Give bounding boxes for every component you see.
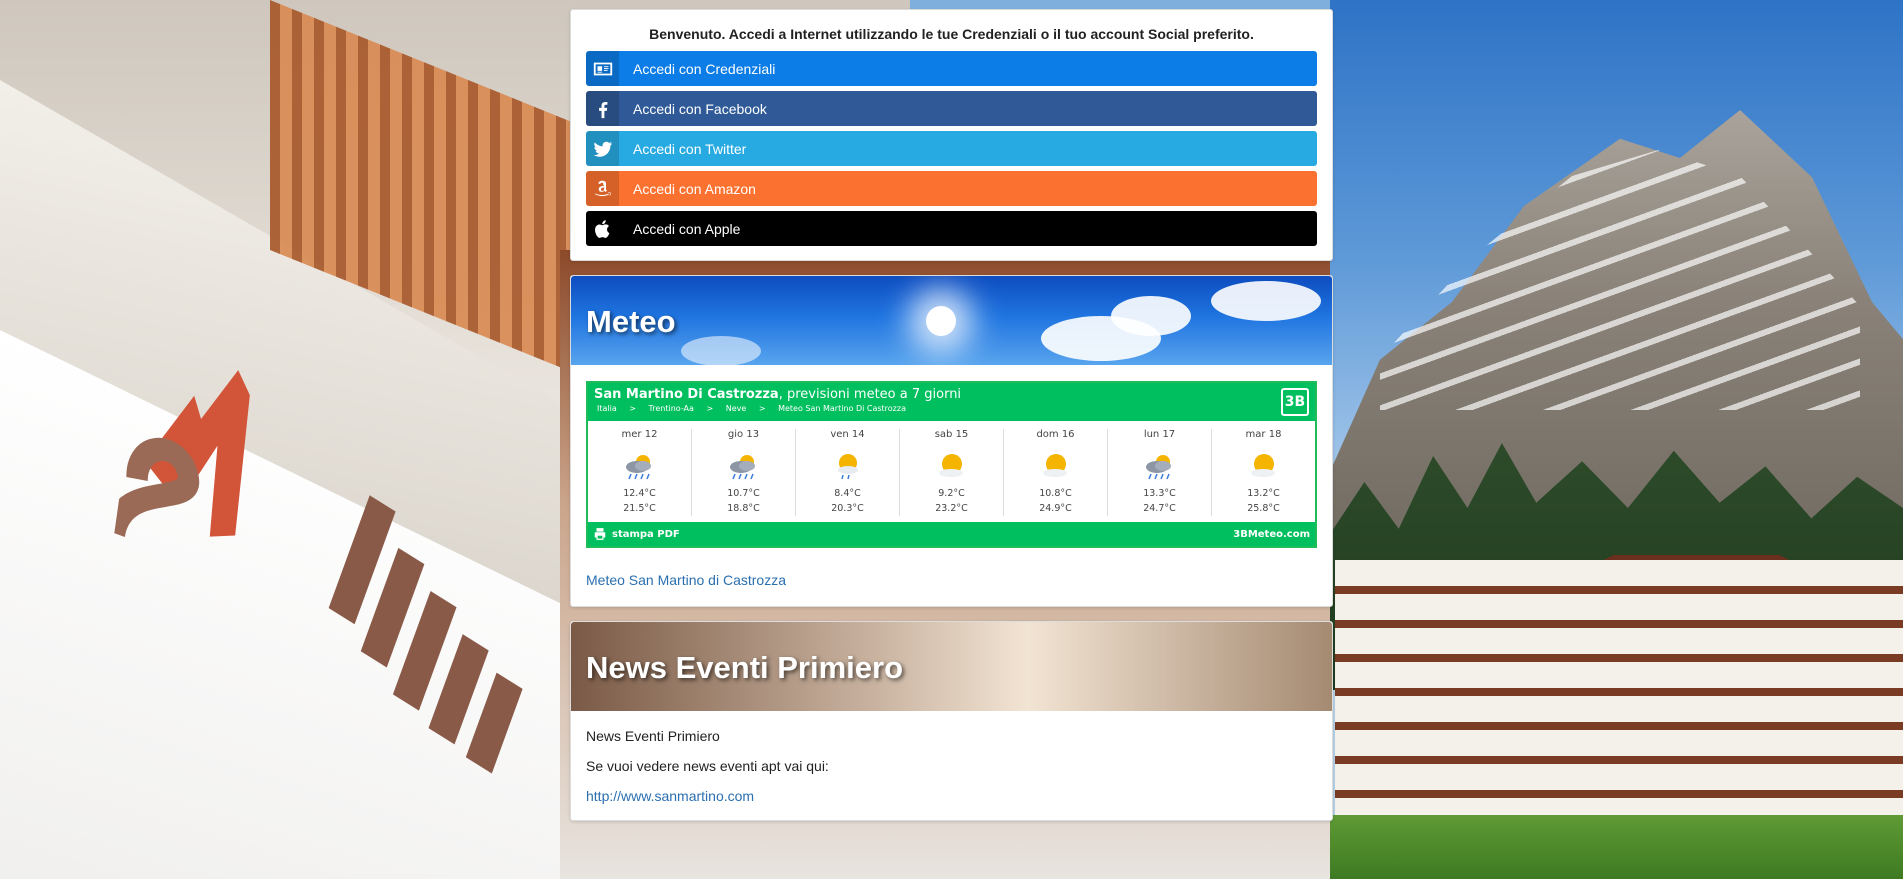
cloud-graphic (1111, 296, 1191, 336)
meteo-card (570, 275, 1333, 607)
widget-subtitle: , previsioni meteo a 7 giorni (778, 387, 962, 402)
day-name: sab 15 (934, 429, 969, 440)
meteo-body (571, 365, 1332, 606)
temp-min: 13.2°C (1247, 488, 1280, 499)
news-line-1: News Eventi Primiero (586, 728, 720, 744)
3bmeteo-logo: 3B (1281, 388, 1309, 416)
apple-icon (586, 211, 619, 246)
welcome-text: Benvenuto. Accedi a Internet utilizzando le tue Credenziali o il tuo account Social preferito. (649, 26, 1254, 42)
temp-max: 21.5°C (623, 503, 656, 514)
day-name: lun 17 (1143, 429, 1176, 440)
rain-snow-icon (1108, 450, 1211, 482)
widget-place: San Martino Di Castrozza (594, 387, 779, 402)
forecast-day (692, 429, 796, 516)
day-name: mar 18 (1245, 429, 1282, 440)
meteo-banner (571, 276, 1332, 365)
temp-max: 18.8°C (727, 503, 760, 514)
sun-graphic (926, 306, 956, 336)
login-apple-button[interactable] (586, 211, 1317, 246)
temp-min: 13.3°C (1143, 488, 1176, 499)
twitter-icon (586, 131, 619, 166)
temp-min: 8.4°C (834, 488, 861, 499)
forecast-days (588, 421, 1315, 522)
login-card (570, 9, 1333, 261)
news-line-2: Se vuoi vedere news eventi apt vai qui: (586, 758, 829, 774)
print-pdf-label: stampa PDF (612, 528, 680, 540)
news-card (570, 621, 1333, 821)
temp-min: 10.7°C (727, 488, 760, 499)
sun-cloud-icon (900, 450, 1003, 482)
source-link[interactable]: 3BMeteo.com (1233, 528, 1310, 540)
cloud-graphic (1211, 281, 1321, 321)
login-twitter-label: Accedi con Twitter (633, 140, 747, 157)
login-credentials-button[interactable] (586, 51, 1317, 86)
meteo-link[interactable]: Meteo San Martino di Castrozza (586, 572, 786, 588)
widget-header (588, 383, 1315, 421)
login-credentials-label: Accedi con Credenziali (633, 60, 776, 77)
print-pdf-link[interactable] (593, 527, 680, 541)
id-card-icon (586, 51, 619, 86)
crumb-separator: > (758, 404, 766, 413)
sun-rain-icon (796, 450, 899, 482)
temp-max: 24.7°C (1143, 503, 1176, 514)
login-apple-label: Accedi con Apple (633, 220, 741, 237)
day-name: dom 16 (1036, 429, 1075, 440)
amazon-icon (586, 171, 619, 206)
meteo-title: Meteo (586, 304, 676, 339)
crumb[interactable]: Meteo San Martino Di Castrozza (778, 404, 906, 413)
crumb[interactable]: Italia (597, 404, 617, 413)
news-link[interactable]: http://www.sanmartino.com (586, 788, 755, 804)
crumb[interactable]: Neve (725, 404, 747, 413)
day-name: gio 13 (727, 429, 760, 440)
login-facebook-button[interactable] (586, 91, 1317, 126)
widget-title (594, 387, 1309, 402)
forecast-day (1004, 429, 1108, 516)
printer-icon (593, 527, 607, 541)
temp-max: 25.8°C (1247, 503, 1280, 514)
temp-max: 20.3°C (831, 503, 864, 514)
content-column (570, 0, 1333, 835)
crumb[interactable]: Trentino-Aa (648, 404, 694, 413)
forecast-day (900, 429, 1004, 516)
temp-max: 24.9°C (1039, 503, 1072, 514)
sun-cloud-icon (1212, 450, 1315, 482)
crumb-separator: > (629, 404, 636, 413)
background-grass (1330, 815, 1903, 879)
temp-min: 10.8°C (1039, 488, 1072, 499)
weather-widget[interactable] (586, 381, 1317, 548)
forecast-day (1212, 429, 1315, 516)
facebook-icon (586, 91, 619, 126)
crumb-separator: > (706, 404, 714, 413)
login-facebook-label: Accedi con Facebook (633, 100, 767, 117)
forecast-day (796, 429, 900, 516)
sun-cloud-icon (1004, 450, 1107, 482)
rain-snow-icon (692, 450, 795, 482)
cloud-graphic (681, 336, 761, 365)
widget-breadcrumb (594, 404, 1309, 413)
login-amazon-button[interactable] (586, 171, 1317, 206)
temp-max: 23.2°C (935, 503, 968, 514)
background-hotel (1335, 560, 1903, 820)
forecast-day (1108, 429, 1212, 516)
news-body (571, 711, 1332, 820)
news-banner (571, 622, 1332, 711)
day-name: mer 12 (621, 429, 658, 440)
temp-min: 9.2°C (938, 488, 965, 499)
login-amazon-label: Accedi con Amazon (633, 180, 756, 197)
temp-min: 12.4°C (623, 488, 656, 499)
news-title: News Eventi Primiero (586, 650, 904, 685)
widget-footer (588, 522, 1315, 546)
rain-snow-icon (588, 450, 691, 482)
login-twitter-button[interactable] (586, 131, 1317, 166)
forecast-day (588, 429, 692, 516)
day-name: ven 14 (830, 429, 865, 440)
ski-logo-graphic (110, 335, 286, 615)
